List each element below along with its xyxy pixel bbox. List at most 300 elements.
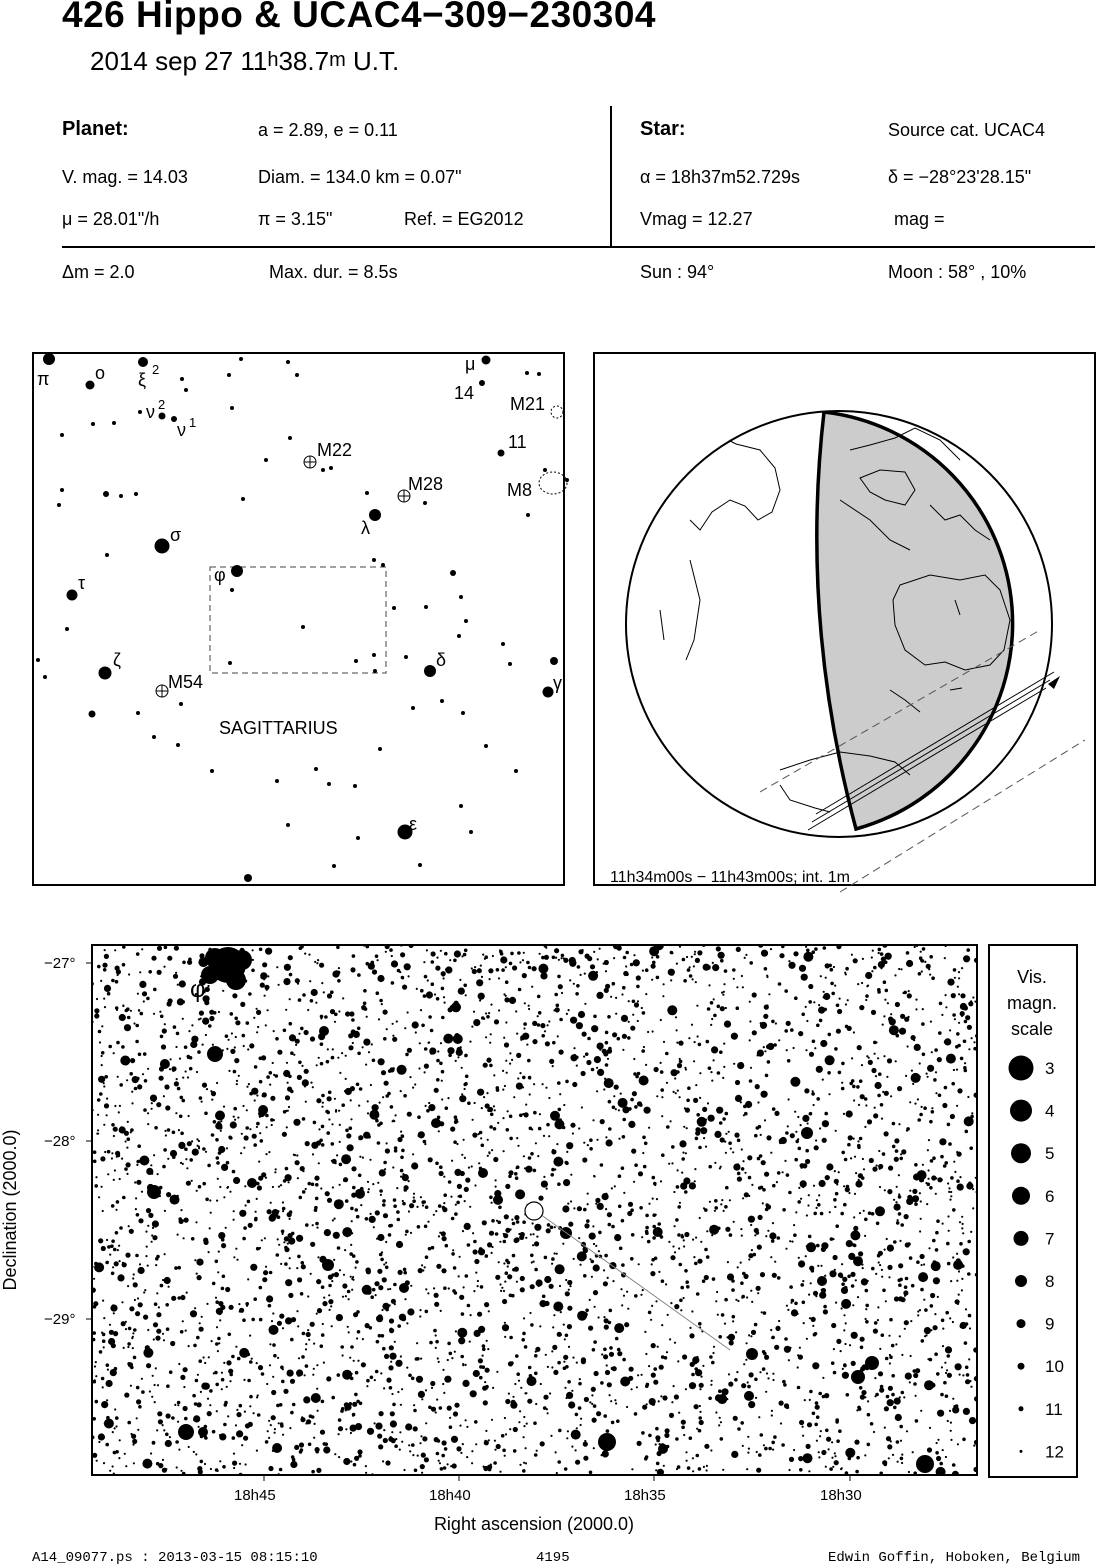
field-star xyxy=(818,1194,820,1196)
field-star xyxy=(272,1312,274,1314)
field-star xyxy=(247,1353,251,1357)
field-star xyxy=(887,1189,892,1194)
field-star xyxy=(199,1322,201,1324)
field-star xyxy=(794,1302,798,1306)
field-star xyxy=(660,1395,662,1397)
field-star xyxy=(187,1076,189,1078)
field-star xyxy=(552,1149,554,1151)
field-star xyxy=(522,959,524,961)
field-star xyxy=(209,1199,211,1201)
field-star xyxy=(535,1403,537,1405)
field-star xyxy=(185,1158,187,1160)
field-star xyxy=(399,1449,401,1451)
field-star xyxy=(173,974,178,979)
field-star xyxy=(215,1138,219,1142)
field-star xyxy=(522,973,527,978)
field-star xyxy=(288,1238,295,1245)
field-star xyxy=(320,1187,322,1189)
field-star xyxy=(157,1384,159,1386)
field-star xyxy=(253,1143,257,1147)
field-star xyxy=(442,1207,447,1212)
field-star xyxy=(424,1266,426,1268)
field-star xyxy=(945,994,947,996)
field-star xyxy=(793,951,798,956)
field-star xyxy=(509,1137,513,1141)
field-star xyxy=(156,1255,160,1259)
field-star xyxy=(958,1022,960,1024)
field-star xyxy=(922,1164,924,1166)
field-star xyxy=(888,1457,890,1459)
field-star xyxy=(289,1257,291,1259)
field-star xyxy=(98,1433,105,1440)
label-omicron: ο xyxy=(95,363,106,383)
field-star xyxy=(737,1062,744,1069)
field-star xyxy=(115,1450,119,1454)
field-star xyxy=(818,1392,822,1396)
field-star xyxy=(469,1341,471,1343)
field-star xyxy=(650,1319,652,1321)
field-star xyxy=(420,1196,422,1198)
field-star xyxy=(147,1068,149,1070)
field-star xyxy=(908,1471,910,1473)
field-star xyxy=(611,1421,615,1425)
field-star xyxy=(236,1083,238,1085)
field-star xyxy=(798,1031,803,1036)
field-star xyxy=(714,1131,721,1138)
field-star xyxy=(958,1294,960,1296)
field-star xyxy=(551,1366,553,1368)
field-star xyxy=(471,1026,473,1028)
field-star xyxy=(906,1430,908,1432)
field-star xyxy=(797,1116,799,1118)
field-star xyxy=(792,1080,796,1084)
field-star xyxy=(932,1239,936,1243)
field-star xyxy=(575,1449,577,1451)
field-star xyxy=(242,1105,244,1107)
field-star xyxy=(297,1075,302,1080)
field-star xyxy=(400,1131,402,1133)
finder-star xyxy=(424,605,428,609)
field-star xyxy=(732,968,736,972)
field-star xyxy=(677,1233,681,1237)
field-star xyxy=(283,1070,290,1077)
field-star xyxy=(637,1020,639,1022)
field-star xyxy=(392,1120,394,1122)
field-star xyxy=(744,1192,749,1197)
field-star xyxy=(814,1423,818,1427)
field-star xyxy=(356,1083,360,1087)
field-star xyxy=(781,1443,785,1447)
field-star xyxy=(523,1022,527,1026)
field-star xyxy=(929,974,931,976)
field-star xyxy=(833,1348,835,1350)
field-star xyxy=(530,1233,532,1235)
field-star xyxy=(589,1299,591,1301)
field-star xyxy=(660,1019,662,1021)
field-star xyxy=(239,1404,243,1408)
field-star xyxy=(889,1025,899,1035)
field-star xyxy=(559,1285,561,1287)
field-star xyxy=(767,1377,769,1379)
field-star xyxy=(438,1235,440,1237)
field-star xyxy=(679,1060,683,1064)
field-star xyxy=(183,1367,188,1372)
field-star xyxy=(766,1372,768,1374)
field-star xyxy=(767,1060,771,1064)
field-star xyxy=(914,1073,916,1075)
field-star xyxy=(280,1263,282,1265)
field-star xyxy=(573,983,575,985)
field-star xyxy=(898,1263,903,1268)
field-star xyxy=(458,1337,465,1344)
field-star xyxy=(823,1295,825,1297)
field-star xyxy=(383,1263,385,1265)
finder-star xyxy=(457,634,461,638)
field-star xyxy=(518,1380,520,1382)
field-star xyxy=(287,1082,289,1084)
field-star xyxy=(454,1351,456,1353)
field-star xyxy=(554,1119,564,1129)
field-star xyxy=(219,1319,221,1321)
field-star xyxy=(565,1279,567,1281)
field-star xyxy=(163,1339,165,1341)
field-star xyxy=(464,1223,471,1230)
legend-magnitude-label: 7 xyxy=(1045,1229,1055,1249)
field-star xyxy=(347,1144,354,1151)
field-star xyxy=(740,1281,744,1285)
field-star xyxy=(401,1316,406,1321)
field-star xyxy=(230,1121,237,1128)
field-star xyxy=(560,1334,562,1336)
field-star xyxy=(813,1333,817,1337)
field-star xyxy=(788,962,795,969)
field-star xyxy=(165,1433,169,1437)
field-star xyxy=(700,1127,707,1134)
field-star xyxy=(867,1400,869,1402)
field-star xyxy=(256,1126,258,1128)
field-star xyxy=(553,1302,563,1312)
field-star xyxy=(246,1021,250,1025)
field-star xyxy=(226,1161,230,1165)
field-star xyxy=(950,1430,952,1432)
field-star xyxy=(248,1223,253,1228)
field-star xyxy=(681,1235,685,1239)
field-star xyxy=(504,1281,506,1283)
field-star xyxy=(734,1133,739,1138)
field-star xyxy=(233,1219,235,1221)
field-star xyxy=(636,1386,638,1388)
field-star xyxy=(457,1195,459,1197)
field-star xyxy=(249,1092,253,1096)
field-star xyxy=(586,1060,591,1065)
field-star xyxy=(238,1303,240,1305)
field-star xyxy=(209,1404,211,1406)
field-star xyxy=(390,1411,395,1416)
field-star xyxy=(751,1249,753,1251)
field-star xyxy=(114,1169,116,1171)
field-star xyxy=(519,961,521,963)
field-star xyxy=(618,1349,620,1351)
field-star xyxy=(768,1447,772,1451)
field-star xyxy=(653,1182,657,1186)
field-star xyxy=(557,975,561,979)
field-star xyxy=(136,1160,140,1164)
legend-swatch xyxy=(1014,1231,1029,1246)
field-star xyxy=(725,1186,729,1190)
field-star xyxy=(772,1184,776,1188)
field-star xyxy=(557,1460,561,1464)
field-star xyxy=(851,1332,858,1339)
field-star xyxy=(959,1176,961,1178)
field-star xyxy=(567,1306,572,1311)
field-star xyxy=(146,1208,151,1213)
field-star xyxy=(441,987,445,991)
field-star xyxy=(529,1374,533,1378)
field-star xyxy=(548,1135,550,1137)
field-star xyxy=(682,1152,684,1154)
field-star xyxy=(178,1449,180,1451)
field-star xyxy=(545,1354,547,1356)
field-star xyxy=(820,975,822,977)
field-star xyxy=(788,1191,792,1195)
field-star xyxy=(299,946,303,950)
field-star xyxy=(657,1346,659,1348)
field-star xyxy=(445,1244,449,1248)
field-star xyxy=(126,1173,128,1175)
field-star xyxy=(217,1271,219,1273)
field-star xyxy=(911,1284,915,1288)
field-star xyxy=(206,1303,208,1305)
field-star xyxy=(741,975,743,977)
field-star xyxy=(523,1416,525,1418)
field-star xyxy=(843,1185,845,1187)
finder-star xyxy=(392,606,396,610)
field-star xyxy=(507,1265,509,1267)
field-star xyxy=(711,1018,713,1020)
field-star xyxy=(825,1055,835,1065)
field-star xyxy=(418,1391,425,1398)
field-star xyxy=(334,1218,336,1220)
field-star xyxy=(449,1425,453,1429)
field-star xyxy=(668,1163,670,1165)
field-star xyxy=(97,1114,99,1116)
field-star xyxy=(225,1227,227,1229)
field-star xyxy=(357,1330,361,1334)
field-star xyxy=(622,1034,627,1039)
field-star xyxy=(293,1154,295,1156)
field-star xyxy=(620,1288,622,1290)
field-star xyxy=(609,1352,614,1357)
field-star xyxy=(828,1033,832,1037)
field-star xyxy=(200,1391,202,1393)
field-star xyxy=(328,1284,332,1288)
field-star xyxy=(621,1304,623,1306)
field-star xyxy=(119,1226,123,1230)
field-star xyxy=(272,1186,274,1188)
field-star xyxy=(596,1067,598,1069)
field-star xyxy=(337,1246,341,1250)
field-star xyxy=(415,1031,417,1033)
field-star xyxy=(952,1208,956,1212)
field-star xyxy=(115,1006,119,1010)
field-star xyxy=(339,1141,341,1143)
field-star xyxy=(345,1409,347,1411)
field-star xyxy=(491,1252,493,1254)
finder-star xyxy=(321,468,325,472)
field-star xyxy=(492,1387,494,1389)
field-star xyxy=(290,1338,294,1342)
field-star xyxy=(133,1356,137,1360)
field-star xyxy=(366,1379,370,1383)
field-star xyxy=(437,1439,441,1443)
field-star xyxy=(266,1295,273,1302)
field-star xyxy=(338,1110,340,1112)
field-star xyxy=(544,1276,551,1283)
field-star xyxy=(156,1312,161,1317)
field-star xyxy=(614,1399,616,1401)
field-star xyxy=(915,1395,917,1397)
field-star xyxy=(518,988,522,992)
field-star xyxy=(891,1344,895,1348)
field-star xyxy=(950,1439,952,1441)
field-star xyxy=(157,1411,162,1416)
field-star xyxy=(275,1037,279,1041)
field-star xyxy=(390,1361,392,1363)
field-star xyxy=(658,1400,660,1402)
field-star xyxy=(737,1139,741,1143)
field-star xyxy=(420,1464,425,1469)
field-star xyxy=(651,979,653,981)
field-star xyxy=(605,1063,609,1067)
field-star xyxy=(587,1193,589,1195)
field-star xyxy=(316,962,318,964)
sun-elongation: Sun : 94° xyxy=(640,262,715,282)
field-star xyxy=(852,1304,854,1306)
field-star xyxy=(287,1110,289,1112)
field-star xyxy=(679,1096,681,1098)
field-star xyxy=(668,1241,670,1243)
field-star xyxy=(440,1467,444,1471)
field-star xyxy=(798,1456,803,1461)
field-star xyxy=(197,1050,201,1054)
field-star xyxy=(861,982,863,984)
finder-star xyxy=(244,874,252,882)
field-star xyxy=(235,1346,237,1348)
field-star xyxy=(167,1128,171,1132)
field-star xyxy=(578,1382,582,1386)
field-star xyxy=(315,1450,319,1454)
bright-field-star xyxy=(851,1370,865,1384)
field-star xyxy=(300,1448,304,1452)
field-star xyxy=(568,1009,570,1011)
field-star xyxy=(934,1313,936,1315)
legend-magnitude-label: 5 xyxy=(1045,1144,1055,1164)
field-star xyxy=(607,1058,609,1060)
field-star xyxy=(867,1443,871,1447)
field-star xyxy=(225,1287,230,1292)
field-star xyxy=(366,1385,368,1387)
field-star xyxy=(439,1121,444,1126)
field-star xyxy=(733,1164,740,1171)
field-star xyxy=(700,1376,702,1378)
field-star xyxy=(448,1180,452,1184)
field-star xyxy=(900,1223,904,1227)
field-star xyxy=(593,1404,597,1408)
field-star xyxy=(350,1460,352,1462)
field-star xyxy=(873,966,877,970)
field-star xyxy=(725,1007,727,1009)
field-star xyxy=(822,1079,824,1081)
field-star xyxy=(175,1440,179,1444)
field-star xyxy=(244,1135,249,1140)
field-star xyxy=(777,1276,781,1280)
field-star xyxy=(903,991,907,995)
field-star xyxy=(859,1386,863,1390)
field-star xyxy=(568,1401,575,1408)
field-star xyxy=(851,1361,856,1366)
field-star xyxy=(941,1366,943,1368)
field-star xyxy=(517,1145,519,1147)
field-star xyxy=(645,1214,649,1218)
field-star xyxy=(534,1224,541,1231)
field-star xyxy=(235,1424,237,1426)
field-star xyxy=(180,1330,184,1334)
field-star xyxy=(392,1023,394,1025)
field-star xyxy=(973,1445,975,1447)
field-star xyxy=(831,1457,833,1459)
field-star xyxy=(947,1042,951,1046)
field-star xyxy=(256,1396,258,1398)
field-star xyxy=(872,1167,877,1172)
field-star xyxy=(533,1169,537,1173)
field-star xyxy=(488,1012,490,1014)
field-star xyxy=(628,1202,633,1207)
field-star xyxy=(620,1093,622,1095)
field-star xyxy=(865,1304,869,1308)
field-star xyxy=(917,1314,919,1316)
field-star xyxy=(268,1466,273,1471)
field-star xyxy=(877,990,881,994)
field-star xyxy=(865,1104,867,1106)
field-star xyxy=(219,1460,221,1462)
field-star xyxy=(337,1057,339,1059)
field-star xyxy=(177,1087,181,1091)
field-star xyxy=(808,1000,812,1004)
field-star xyxy=(790,1028,794,1032)
field-star xyxy=(818,1451,820,1453)
field-star xyxy=(952,1398,954,1400)
field-star xyxy=(900,1153,902,1155)
field-star xyxy=(945,1311,949,1315)
field-star xyxy=(824,1112,828,1116)
field-star xyxy=(145,1255,147,1257)
field-star xyxy=(720,1421,722,1423)
field-star xyxy=(498,1261,500,1263)
field-star xyxy=(579,1264,581,1266)
finder-star xyxy=(136,711,140,715)
field-star xyxy=(383,1438,388,1443)
field-star xyxy=(626,1406,628,1408)
field-star xyxy=(544,955,549,960)
field-star xyxy=(763,1046,765,1048)
field-star xyxy=(266,1075,270,1079)
field-star xyxy=(875,1206,885,1216)
finder-star xyxy=(152,735,156,739)
field-star xyxy=(812,1040,816,1044)
field-star xyxy=(191,1237,195,1241)
field-star xyxy=(447,1047,454,1054)
field-star xyxy=(147,1225,149,1227)
